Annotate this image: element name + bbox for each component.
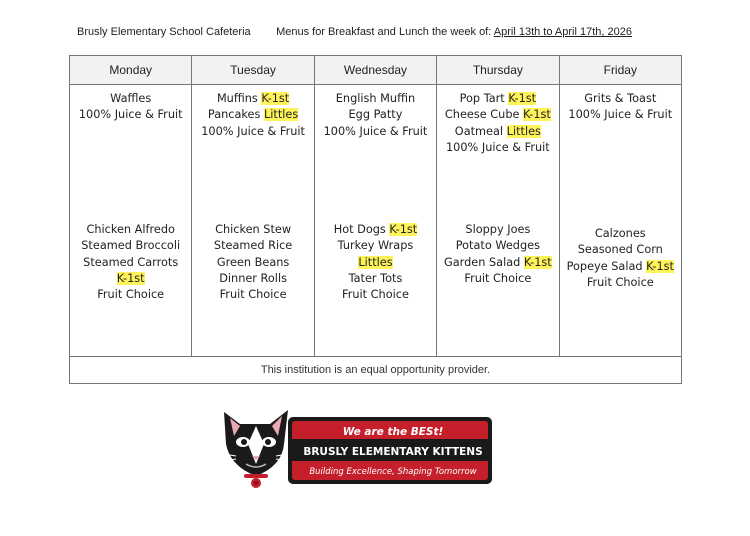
menu-item — [70, 271, 191, 287]
grade-tag-badge: K-1st — [646, 259, 674, 273]
menu-item-text: Grits & Toast — [584, 92, 657, 105]
menu-item — [315, 255, 436, 271]
menu-item — [315, 271, 436, 287]
menu-item-text: Dinner Rolls — [219, 271, 287, 285]
menu-item-text: Fruit Choice — [342, 288, 409, 302]
menu-row — [70, 85, 682, 357]
menu-item-text: Calzones — [594, 227, 646, 240]
menu-item-text: Waffles — [110, 92, 152, 105]
footer-row — [70, 357, 682, 384]
day-header: Thursday — [437, 56, 559, 85]
menu-item — [315, 91, 436, 107]
menu-item-text: Fruit Choice — [586, 275, 654, 289]
breakfast-list — [192, 91, 313, 140]
lunch-list — [437, 222, 558, 287]
grade-tag-badge: K-1st — [261, 92, 290, 105]
day-header: Friday — [559, 56, 681, 85]
school-name: Brusly Elementary School Cafeteria — [77, 26, 251, 38]
menu-item — [70, 107, 191, 123]
menu-item — [192, 238, 313, 254]
day-header: Wednesday — [314, 56, 436, 85]
monday-menu — [70, 85, 192, 357]
thursday-menu — [437, 85, 559, 357]
menu-item — [70, 91, 191, 107]
menu-item-text: Popeye Salad — [566, 259, 647, 273]
menu-item — [560, 242, 681, 258]
menu-item-text: Garden Salad — [444, 255, 524, 269]
week-dates: April 13th to April 17th, 2026 — [493, 26, 632, 38]
menu-item — [315, 124, 436, 140]
breakfast-list — [560, 91, 681, 124]
menu-item-text: Muffins — [216, 92, 262, 105]
menu-item — [437, 222, 558, 238]
school-logo — [218, 404, 494, 490]
menu-item — [560, 107, 681, 123]
menu-item — [70, 287, 191, 303]
breakfast-list — [437, 91, 558, 156]
grade-tag-badge: Littles — [263, 108, 299, 122]
lunch-list — [192, 222, 313, 303]
equal-opportunity-note: This institution is an equal opportunity provider. — [70, 357, 682, 384]
menu-item — [192, 124, 313, 140]
menu-item-text: Oatmeal — [454, 124, 507, 138]
menu-item — [315, 222, 436, 238]
menu-item-text: 100% Juice & Fruit — [78, 108, 183, 122]
menu-item-text: Steamed Rice — [213, 239, 293, 253]
menu-item-text: Pancakes — [207, 108, 264, 122]
menu-item-text: Turkey Wraps — [337, 239, 414, 253]
menu-item-text: 100% Juice & Fruit — [446, 140, 550, 154]
menu-item — [437, 238, 558, 254]
grade-tag-badge: K-1st — [508, 92, 537, 105]
friday-menu — [559, 85, 681, 357]
menu-item-text: Hot Dogs — [333, 223, 390, 236]
menu-item — [192, 255, 313, 271]
grade-tag-badge: K-1st — [116, 271, 145, 285]
menu-item-text: Egg Patty — [348, 108, 403, 122]
menu-item — [70, 255, 191, 271]
menu-item — [560, 259, 681, 275]
logo-name: BRUSLY ELEMENTARY KITTENS — [303, 446, 483, 458]
menu-item-text: Cheese Cube — [444, 108, 524, 122]
menu-item-text: Fruit Choice — [464, 271, 532, 285]
menu-item — [437, 271, 558, 287]
menu-item — [437, 255, 558, 271]
menu-item — [437, 124, 558, 140]
menu-item-text: 100% Juice & Fruit — [323, 124, 428, 138]
menu-item-text: Potato Wedges — [455, 239, 540, 253]
menu-item — [560, 275, 681, 291]
day-header-row — [70, 56, 682, 85]
menu-item-text: Fruit Choice — [219, 288, 287, 302]
tuesday-menu — [192, 85, 314, 357]
menu-item-text: Fruit Choice — [97, 288, 165, 302]
menu-item-text: 100% Juice & Fruit — [201, 124, 305, 138]
day-header: Tuesday — [192, 56, 314, 85]
menu-item — [192, 271, 313, 287]
grade-tag-badge: Littles — [506, 124, 541, 138]
menu-item-text: Steamed Broccoli — [81, 239, 181, 253]
menu-item-text: Tater Tots — [348, 271, 403, 285]
menu-item — [560, 226, 681, 242]
menu-item — [437, 91, 558, 107]
menu-table — [69, 55, 682, 384]
menu-item-text: Pop Tart — [459, 92, 509, 105]
menu-item — [315, 238, 436, 254]
menu-item — [315, 287, 436, 303]
grade-tag-badge: Littles — [358, 255, 393, 269]
menu-item — [192, 107, 313, 123]
kitten-icon — [224, 410, 288, 488]
menu-item-text: Sloppy Joes — [465, 223, 531, 236]
day-header: Monday — [70, 56, 192, 85]
lunch-list — [70, 222, 191, 303]
menu-item — [70, 238, 191, 254]
menu-item-text: Chicken Alfredo — [86, 223, 175, 236]
menus-label: Menus for Breakfast and Lunch the week of: — [276, 26, 492, 38]
lunch-list — [315, 222, 436, 303]
menu-item — [437, 107, 558, 123]
wednesday-menu — [314, 85, 436, 357]
menu-item — [70, 222, 191, 238]
lunch-list — [560, 226, 681, 291]
logo-tagline: Building Excellence, Shaping Tomorrow — [309, 467, 477, 477]
breakfast-list — [70, 91, 191, 124]
menu-item — [192, 287, 313, 303]
menu-item — [437, 140, 558, 156]
menu-item — [315, 107, 436, 123]
menu-item-text: Green Beans — [216, 255, 290, 269]
menu-item-text: Steamed Carrots — [83, 255, 179, 269]
logo-slogan: We are the BESt! — [342, 426, 444, 438]
page-header — [77, 26, 632, 38]
menu-item — [192, 91, 313, 107]
menu-item-text: Chicken Stew — [215, 223, 292, 236]
menu-item-text: Seasoned Corn — [577, 243, 663, 257]
breakfast-list — [315, 91, 436, 140]
grade-tag-badge: K-1st — [523, 255, 552, 269]
menu-item — [560, 91, 681, 107]
menu-item — [192, 222, 313, 238]
grade-tag-badge: K-1st — [523, 108, 551, 122]
menu-item-text: 100% Juice & Fruit — [568, 108, 673, 122]
grade-tag-badge: K-1st — [389, 223, 418, 236]
menu-item-text: English Muffin — [335, 92, 416, 105]
